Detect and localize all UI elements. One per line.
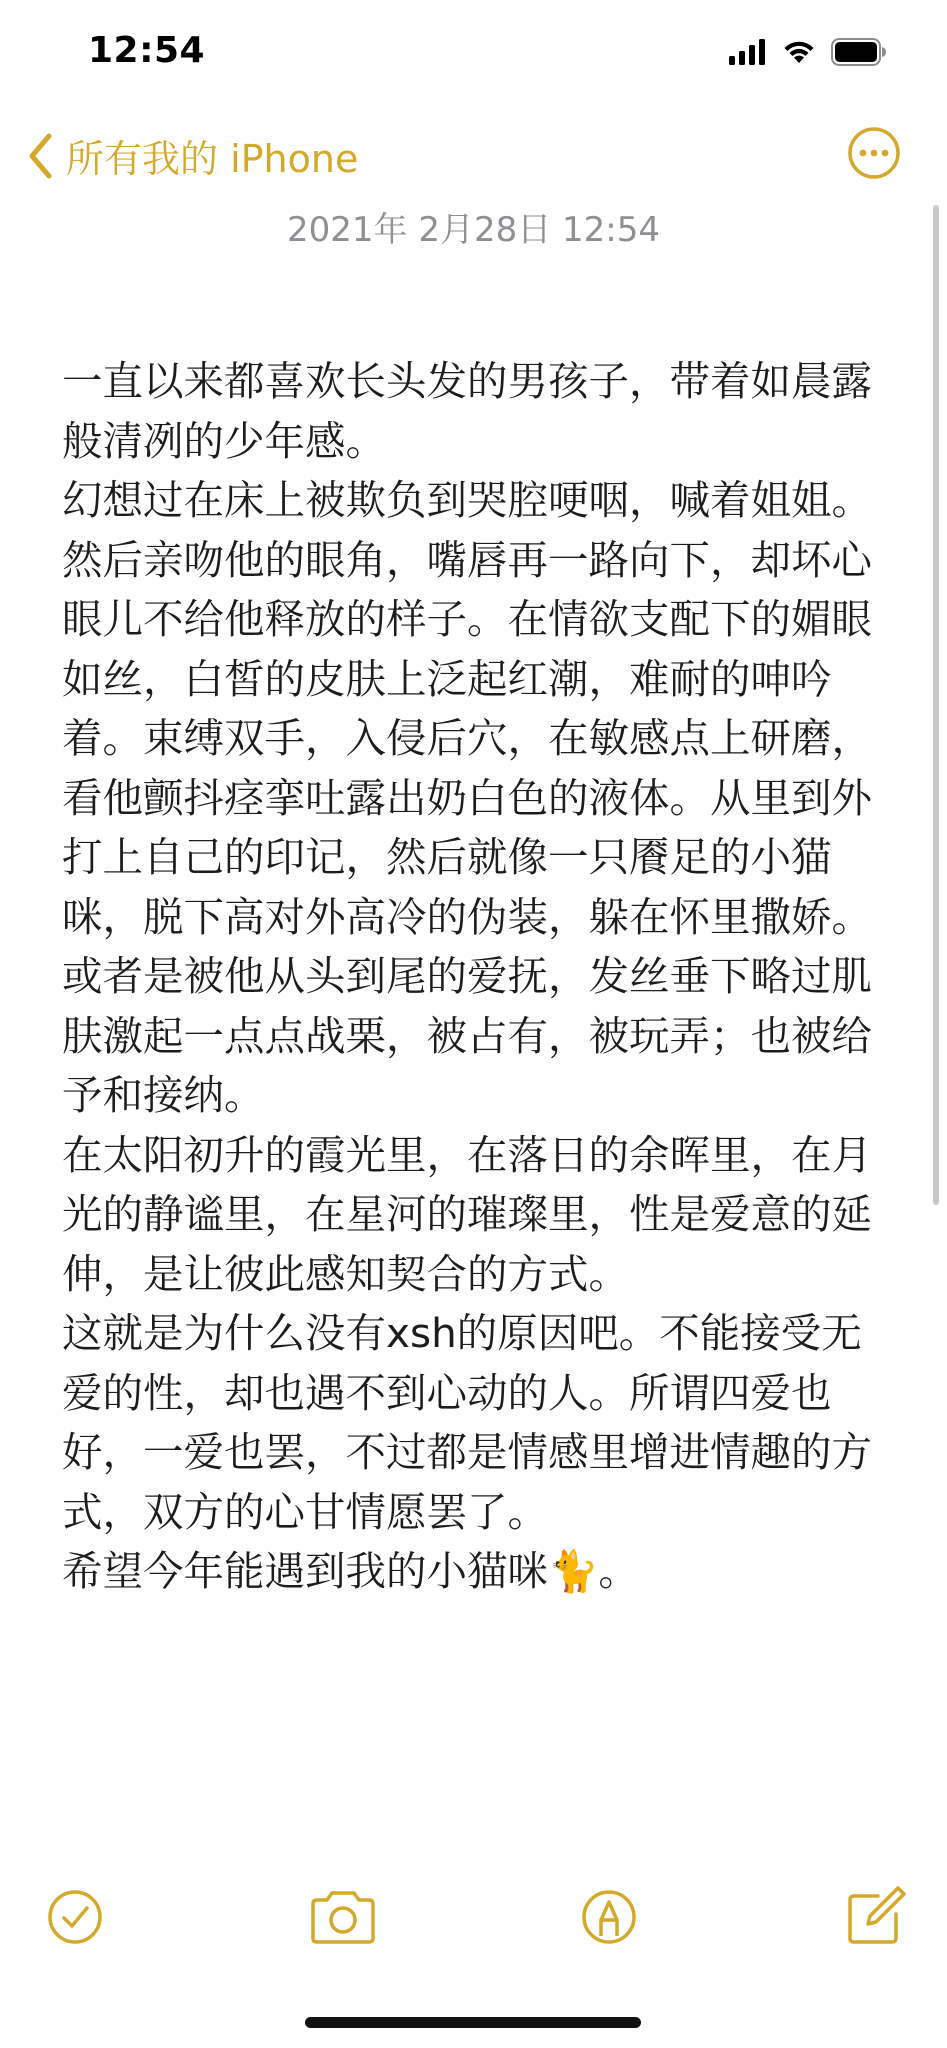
- status-time: 12:54: [88, 30, 206, 71]
- more-button[interactable]: [847, 126, 901, 180]
- note-paragraph: 一直以来都喜欢长头发的男孩子，带着如晨露般清冽的少年感。: [62, 357, 872, 465]
- markup-pen-icon: [574, 1882, 644, 1952]
- camera-icon: [303, 1882, 383, 1952]
- note-paragraph: 在太阳初升的霞光里，在落日的余晖里，在月光的静谧里，在星河的璀璨里，性是爱意的延伸，是让彼此感知契合的方式。: [62, 1130, 872, 1298]
- checklist-icon: [40, 1882, 110, 1952]
- compose-icon: [838, 1882, 908, 1952]
- battery-icon: [831, 38, 887, 66]
- note-date: 2021年 2月28日 12:54: [286, 210, 661, 250]
- markup-button[interactable]: [574, 1882, 644, 1952]
- note-paragraph: 希望今年能遇到我的小猫咪🐈。: [62, 1547, 639, 1595]
- back-label: 所有我的 iPhone: [66, 137, 359, 181]
- compose-button[interactable]: [838, 1882, 908, 1952]
- wifi-icon: [781, 39, 817, 65]
- camera-button[interactable]: [303, 1882, 383, 1952]
- note-paragraph: 这就是为什么没有xsh的原因吧。不能接受无爱的性，却也遇不到心动的人。所谓四爱也好，一爱也罢，不过都是情感里增进情趣的方式，双方的心甘情愿罢了。: [62, 1309, 872, 1536]
- status-bar: [0, 0, 947, 110]
- checklist-button[interactable]: [40, 1882, 110, 1952]
- note-body[interactable]: [62, 352, 892, 1602]
- nav-bar: [0, 110, 947, 190]
- home-indicator[interactable]: [305, 2017, 641, 2028]
- scrollbar[interactable]: [933, 205, 939, 1205]
- status-icons: [729, 38, 887, 66]
- back-button[interactable]: [26, 128, 358, 183]
- note-paragraph: 幻想过在床上被欺负到哭腔哽咽，喊着姐姐。然后亲吻他的眼角，嘴唇再一路向下，却坏心眼儿不给他释放的样子。在情欲支配下的媚眼如丝，白皙的皮肤上泛起红潮，难耐的呻吟着。束缚双手，入侵后穴，在敏感点上研磨，看他颤抖痉挛吐露出奶白色的液体。从里到外打上自己的印记，然后就像一只餍足的小猫咪，脱下高对外高冷的伪装，躲在怀里撒娇。或者是被他从头到尾的爱抚，发丝垂下略过肌肤激起一点点战栗，被占有，被玩弄；也被给予和接纳。: [62, 476, 872, 1119]
- bottom-toolbar: [0, 1882, 947, 1962]
- chevron-left-icon: [26, 132, 56, 180]
- ellipsis-circle-icon: [847, 126, 901, 180]
- cellular-signal-icon: [729, 39, 767, 65]
